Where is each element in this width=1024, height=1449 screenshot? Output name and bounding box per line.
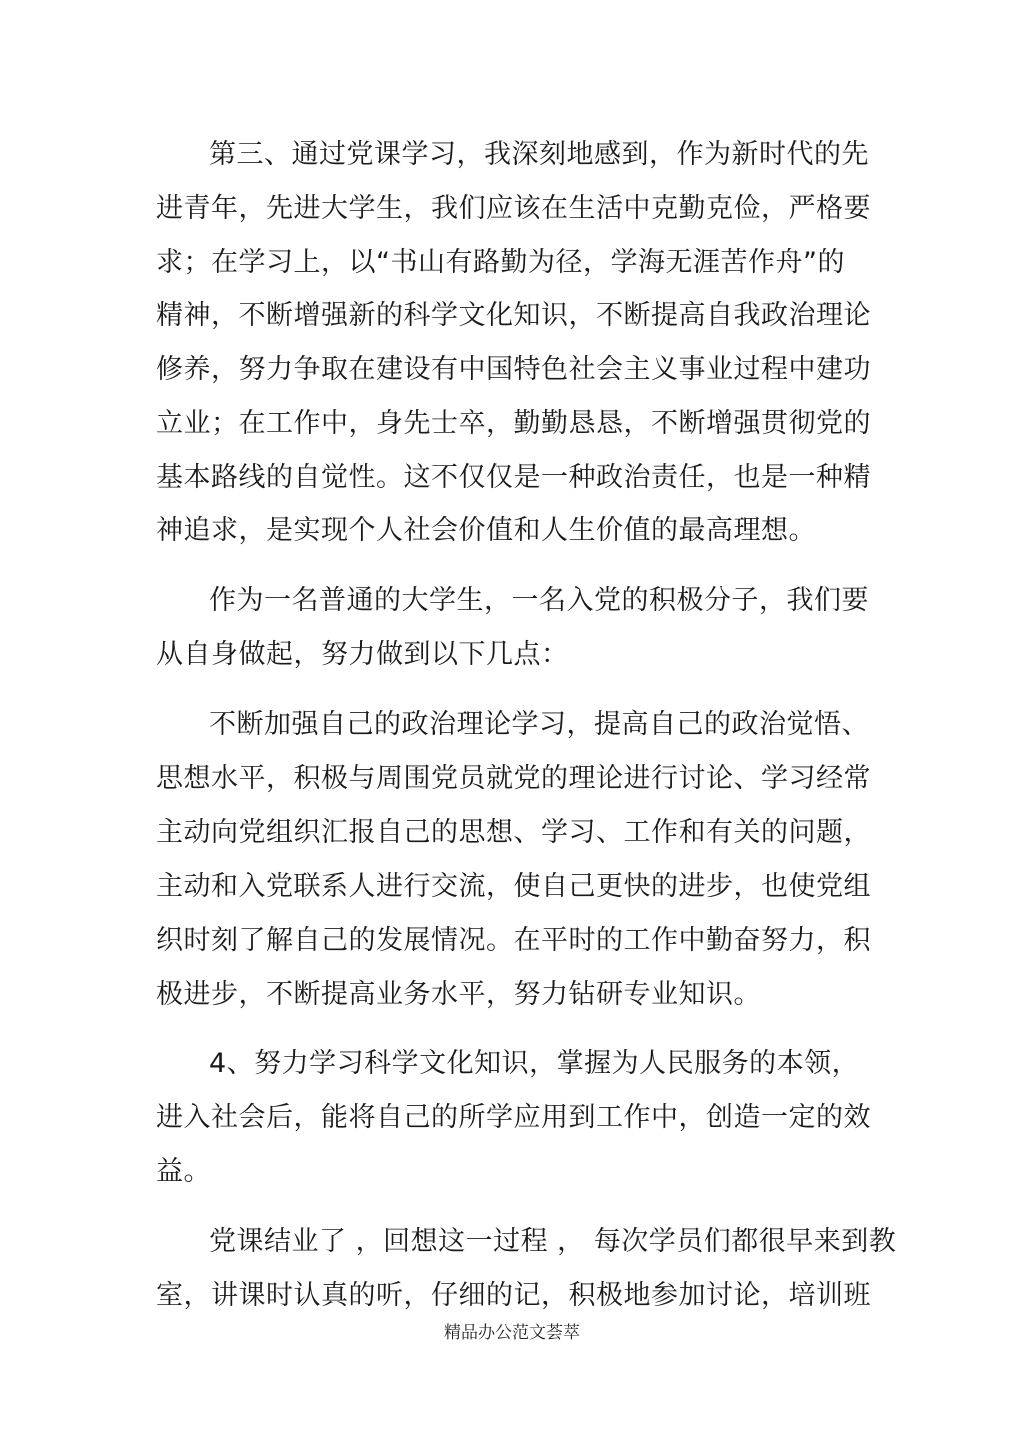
paragraph-1-line-1: 第三、通过党课学习，我深刻地感到，作为新时代的先	[209, 139, 869, 170]
paragraph-2-line-1: 作为一名普通的大学生，一名入党的积极分子，我们要	[209, 585, 869, 616]
paragraph-2-line-2: 从自身做起，努力做到以下几点：	[156, 639, 569, 670]
paragraph-1-line-8: 神追求，是实现个人社会价值和人生价值的最高理想。	[156, 515, 816, 546]
paragraph-4-line-1: 4、努力学习科学文化知识，掌握为人民服务的本领，	[209, 1048, 860, 1079]
paragraph-5-line-2: 室，讲课时认真的听，仔细的记，积极地参加讨论，培训班	[156, 1280, 871, 1311]
paragraph-1-line-5: 修养，努力争取在建设有中国特色社会主义事业过程中建功	[156, 354, 871, 385]
paragraph-5-line-1: 党课结业了 ，回想这一过程 ， 每次学员们都很早来到教	[209, 1226, 897, 1257]
paragraph-4-line-3: 益。	[156, 1156, 211, 1187]
paragraph-1-line-6: 立业；在工作中，身先士卒，勤勤恳恳，不断增强贯彻党的	[156, 408, 871, 439]
paragraph-3-line-2: 思想水平，积极与周围党员就党的理论进行讨论、学习经常	[156, 763, 871, 794]
paragraph-1-line-7: 基本路线的自觉性。这不仅仅是一种政治责任，也是一种精	[156, 462, 871, 493]
page-footer: 精品办公范文荟萃	[444, 1323, 580, 1343]
paragraph-1-line-4: 精神，不断增强新的科学文化知识，不断提高自我政治理论	[156, 300, 871, 331]
paragraph-1-line-2: 进青年，先进大学生，我们应该在生活中克勤克俭，严格要	[156, 193, 871, 224]
paragraph-3-line-5: 织时刻了解自己的发展情况。在平时的工作中勤奋努力，积	[156, 925, 871, 956]
paragraph-3-line-6: 极进步，不断提高业务水平，努力钻研专业知识。	[156, 979, 761, 1010]
paragraph-1-line-3: 求；在学习上，以“书山有路勤为径，学海无涯苦作舟”的	[156, 247, 845, 278]
paragraph-4-line-2: 进入社会后，能将自己的所学应用到工作中，创造一定的效	[156, 1102, 871, 1133]
paragraph-3-line-3: 主动向党组织汇报自己的思想、学习、工作和有关的问题，	[156, 817, 871, 848]
paragraph-3-line-4: 主动和入党联系人进行交流，使自己更快的进步，也使党组	[156, 871, 871, 902]
paragraph-3-line-1: 不断加强自己的政治理论学习，提高自己的政治觉悟、	[209, 709, 869, 740]
